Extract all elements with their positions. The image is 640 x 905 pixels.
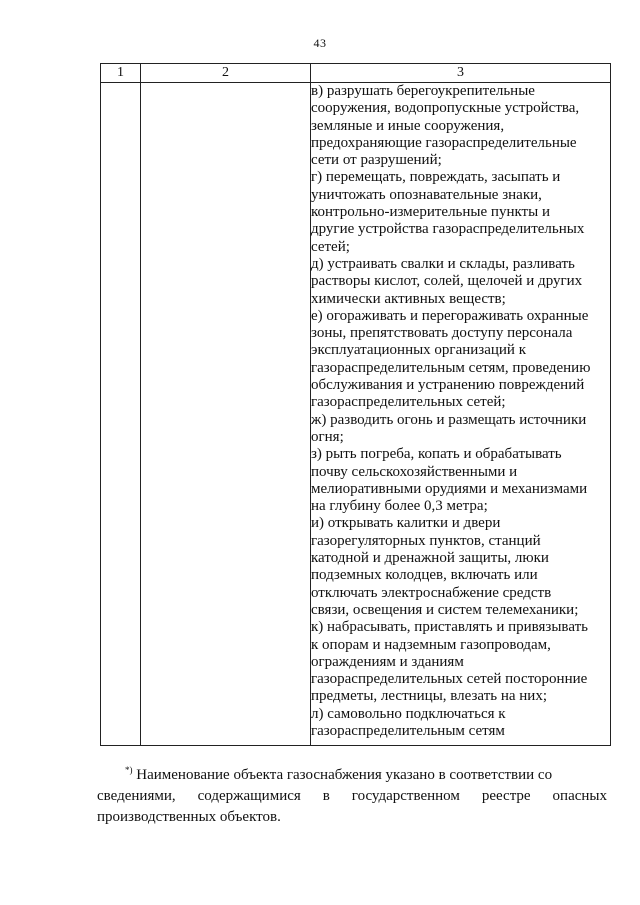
text-line: мелиоративными орудиями и механизмами xyxy=(311,480,588,497)
text-line: огня; xyxy=(311,428,344,445)
footnote-line-1: *) Наименование объекта газоснабжения указано в соответствии со xyxy=(125,765,553,783)
text-line: предохраняющие газораспределительные xyxy=(311,134,577,151)
text-line: зоны, препятствовать доступу персонала xyxy=(311,325,573,342)
text-line: контрольно-измерительные пункты и xyxy=(311,204,550,221)
text-line: к опорам и надземным газопроводам, xyxy=(311,636,551,653)
text-line: газораспределительных сетей; xyxy=(311,394,506,411)
cell-col-3-prohibitions xyxy=(311,83,611,746)
text-line: эксплуатационных организаций к xyxy=(311,342,526,359)
text-line: сети от разрушений; xyxy=(311,152,442,169)
text-line: газораспределительным сетям, проведению xyxy=(311,359,591,376)
text-line: подземных колодцев, включать или xyxy=(311,567,538,584)
text-line: к) набрасывать, приставлять и привязывать xyxy=(311,619,588,636)
text-line: предметы, лестницы, влезать на них; xyxy=(311,688,548,705)
text-line: л) самовольно подключаться к xyxy=(311,705,506,722)
text-line: и) открывать калитки и двери xyxy=(311,515,501,532)
text-line: в) разрушать берегоукрепительные xyxy=(311,83,535,99)
table-row xyxy=(101,83,611,746)
text-line: газораспределительным сетям xyxy=(311,722,505,739)
text-line: ж) разводить огонь и размещать источники xyxy=(311,411,587,428)
text-line: газораспределительных сетей посторонние xyxy=(311,671,588,688)
text-line: е) огораживать и перегораживать охранные xyxy=(311,307,589,324)
text-line: катодной и дренажной защиты, люки xyxy=(311,550,549,567)
footnote-line-3: производственных объектов. xyxy=(97,809,281,825)
text-line: связи, освещения и систем телемеханики; xyxy=(311,601,579,618)
text-line: растворы кислот, солей, щелочей и других xyxy=(311,273,583,290)
footnote-marker: *) xyxy=(125,765,133,775)
text-line: д) устраивать свалки и склады, разливать xyxy=(311,255,575,272)
text-line: другие устройства газораспределительных xyxy=(311,221,585,238)
cell-col-2 xyxy=(141,83,311,746)
text-line: ограждениям и зданиям xyxy=(311,653,464,670)
text-line: уничтожать опознавательные знаки, xyxy=(311,186,542,203)
text-line: з) рыть погреба, копать и обрабатывать xyxy=(311,446,562,463)
footnote xyxy=(97,765,607,828)
content-table xyxy=(100,63,611,746)
header-col-3: 3 xyxy=(311,64,611,83)
text-line: сетей; xyxy=(311,238,350,255)
text-line: химически активных веществ; xyxy=(311,290,506,307)
footnote-line-2: сведениями, содержащимися в государственном реестре опасных xyxy=(97,788,607,804)
text-line: на глубину более 0,3 метра; xyxy=(311,498,488,515)
text-line: газорегуляторных пунктов, станций xyxy=(311,532,541,549)
text-line: отключать электроснабжение средств xyxy=(311,584,552,601)
table-header-row xyxy=(101,64,611,83)
page-number: 43 xyxy=(313,36,327,50)
text-line: обслуживания и устранению повреждений xyxy=(311,377,585,394)
header-col-1: 1 xyxy=(101,64,141,83)
text-line: г) перемещать, повреждать, засыпать и xyxy=(311,169,561,186)
cell-col-1 xyxy=(101,83,141,746)
text-line: земляные и иные сооружения, xyxy=(311,117,505,134)
header-col-2: 2 xyxy=(141,64,311,83)
text-line: сооружения, водопропускные устройства, xyxy=(311,100,580,117)
text-line: почву сельскохозяйственными и xyxy=(311,463,518,480)
